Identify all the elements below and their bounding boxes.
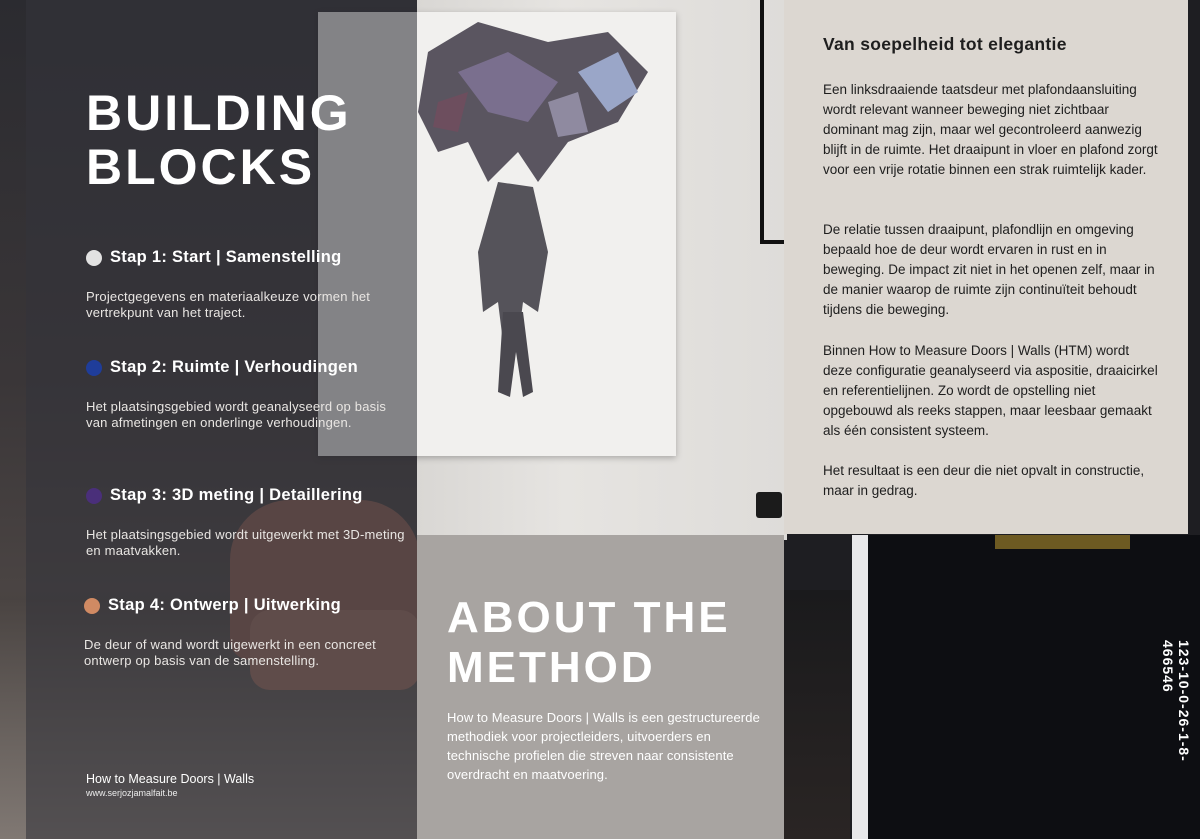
step-2-title: Stap 2: Ruimte | Verhoudingen — [110, 358, 359, 376]
step-4-title: Stap 4: Ontwerp | Uitwerking — [108, 596, 342, 614]
right-paragraph-1: Een linksdraaiende taatsdeur met plafondaansluiting wordt relevant wanneer beweging niet zichtbaar dominant mag zijn, maar wel gecontroleerd aanwezig blijft in de ruimte. Het draaipunt in vloer en plafond zorgt voor een vrije rotatie binnen een strak ruimtelijk kader. — [823, 82, 1158, 177]
circle-dot-icon — [86, 250, 102, 266]
step-3 — [86, 486, 406, 559]
footer-brand: How to Measure Doors | Walls — [86, 772, 255, 786]
about-title — [447, 593, 731, 693]
door-light-strip — [995, 535, 1130, 549]
circle-dot-icon — [86, 488, 102, 504]
step-3-heading — [86, 486, 406, 505]
circle-dot-icon — [86, 360, 102, 376]
step-1 — [86, 248, 406, 321]
elegance-text-box — [784, 0, 1188, 534]
about-title-line-1: ABOUT THE — [447, 593, 731, 642]
step-1-text: Projectgegevens en materiaalkeuze vormen het vertrekpunt van het traject. — [86, 289, 371, 320]
step-4 — [84, 596, 404, 669]
dark-pivot-door — [868, 535, 1200, 839]
vertical-reference-code: 123-10-0-26-1-8-466546 — [1160, 640, 1192, 762]
step-1-title: Stap 1: Start | Samenstelling — [110, 248, 342, 266]
right-title: Van soepelheid tot elegantie — [823, 34, 1067, 54]
footer-brand-block — [86, 772, 254, 798]
right-paragraph-3: Binnen How to Measure Doors | Walls (HTM) wordt deze configuratie geanalyseerd via aspositie, draaicirkel en referentielijnen. Zo wordt de opstelling niet opgebouwd als reeks stappen, maar leesbaar gemaakt als één consistent systeem. — [823, 343, 1158, 438]
step-2-text: Het plaatsingsgebied wordt geanalyseerd op basis van afmetingen en onderlinge verhoudingen. — [86, 399, 387, 430]
about-title-line-2: METHOD — [447, 643, 656, 692]
white-pillar — [852, 535, 868, 839]
about-method-box — [417, 535, 784, 839]
about-text: How to Measure Doors | Walls is een gestructureerde methodiek voor projectleiders, uitvoerders en technische profielen die streven naar consistente overdracht en maatvoering. — [447, 710, 760, 782]
shelf — [783, 590, 850, 839]
step-2-heading — [86, 358, 406, 377]
step-3-text: Het plaatsingsgebied wordt uitgewerkt met 3D-meting en maatvakken. — [86, 527, 405, 558]
step-4-text: De deur of wand wordt uigewerkt in een concreet ontwerp op basis van de samenstelling. — [84, 637, 376, 668]
step-2 — [86, 358, 406, 431]
building-blocks-title — [86, 86, 352, 194]
right-paragraph-2: De relatie tussen draaipunt, plafondlijn en omgeving bepaald hoe de deur wordt ervaren in rust en in beweging. De impact zit niet in het openen zelf, maar in de manier waarop de ruimte zijn continuïteit behoudt tijdens die beweging. — [823, 222, 1155, 317]
title-line-2: BLOCKS — [86, 139, 316, 195]
footer-url[interactable]: www.serjozjamalfait.be — [86, 788, 178, 798]
title-line-1: BUILDING — [86, 85, 352, 141]
wall-socket — [756, 492, 782, 518]
step-4-heading — [84, 596, 404, 615]
step-1-heading — [86, 248, 406, 267]
circle-dot-icon — [84, 598, 100, 614]
step-3-title: Stap 3: 3D meting | Detaillering — [110, 486, 363, 504]
right-paragraph-4: Het resultaat is een deur die niet opvalt in constructie, maar in gedrag. — [823, 463, 1145, 498]
